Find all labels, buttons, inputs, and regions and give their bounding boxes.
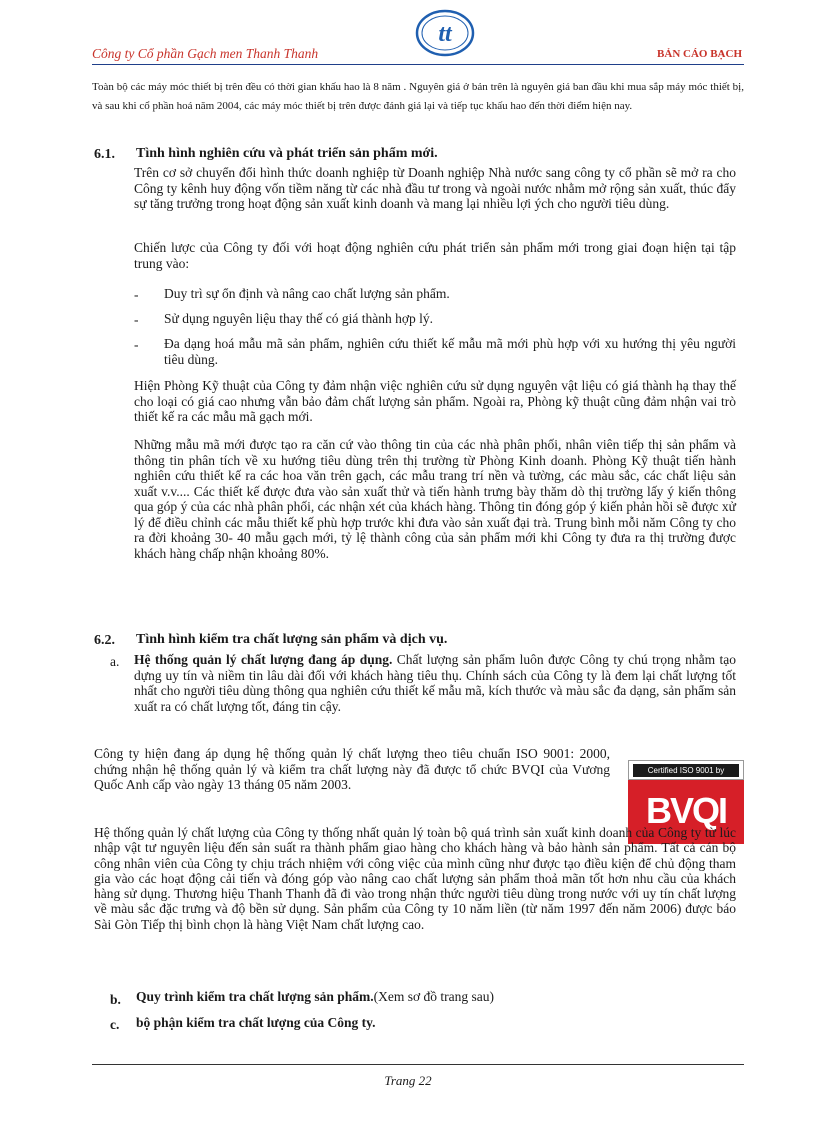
logo-text: tt <box>438 21 452 47</box>
section-6-2-number: 6.2. <box>94 633 115 648</box>
iso-paragraph: Công ty hiện đang áp dụng hệ thống quản lý chất lượng theo tiêu chuẩn ISO 9001: 2000, chứng nhận hệ thống quản lý và kiểm tra chất lượng này đã được tổ chức BVQI của Vương Quốc Anh cấp vào ngày 13 tháng 05 năm 2003. <box>94 746 610 792</box>
bullet-marker: - <box>134 287 139 302</box>
certificate-header <box>628 760 744 780</box>
section-6-2-title: Tình hình kiểm tra chất lượng sản phẩm và dịch vụ. <box>136 632 448 647</box>
company-logo <box>414 8 476 58</box>
bullet-marker: - <box>134 337 139 352</box>
certificate-name: BVQI <box>645 790 726 831</box>
sub-item-b <box>136 989 736 1005</box>
section-6-1-paragraph-2: Chiến lược của Công ty đối với hoạt động nghiên cứu phát triển sản phẩm mới trong giai đoạn hiện tại tập trung vào: <box>134 240 736 271</box>
section-6-1-number: 6.1. <box>94 147 115 162</box>
section-6-1-title: Tình hình nghiên cứu và phát triển sản phẩm mới. <box>136 146 438 161</box>
bullet-item-2: Sử dụng nguyên liệu thay thế có giá thành hợp lý. <box>164 311 434 326</box>
sub-item-a-text: Chất lượng sản phẩm luôn được Công ty chú trọng nhằm tạo dựng uy tín và niềm tin lâu dài đối với khách hàng tiêu thụ. Chính sách của Công ty là đem lại chất lượng tốt nhất cho người tiêu dùng thông qua nghiên cứu thiết kế mẫu mã, kích thước và màu sắc đa dạng, sản phẩm sản xuất ra có chất lượng tốt, đáng tin cậy. <box>134 652 736 714</box>
sub-item-c-title: bộ phận kiểm tra chất lượng của Công ty. <box>136 1015 376 1030</box>
page-header <box>92 8 742 66</box>
sub-item-a-title: Hệ thống quản lý chất lượng đang áp dụng. <box>134 652 393 667</box>
certificate-banner: Certified ISO 9001 by <box>633 764 739 777</box>
sub-item-c-letter: c. <box>110 1017 120 1032</box>
section-6-1-paragraph-1: Trên cơ sở chuyển đổi hình thức doanh nghiệp từ Doanh nghiệp Nhà nước sang công ty cổ phần sẽ mở ra cho Công ty kênh huy động vốn tiềm năng từ các nhà đầu tư trong và ngoài nước nhằm mở rộng sản xuất, thúc đẩy sự tăng trưởng trong hoạt động sản xuất kinh doanh và mang lại nhiều lợi ých cho người tiêu dùng. <box>134 165 736 211</box>
bullet-marker: - <box>134 312 139 327</box>
section-6-1-paragraph-3: Hiện Phòng Kỹ thuật của Công ty đảm nhận việc nghiên cứu sử dụng nguyên vật liệu có giá thành hạ thay thế cho loại có giá cao nhưng vẫn bảo đảm chất lượng sản phẩm. Ngoài ra, Phòng kỹ thuật cũng đảm nhận vai trò thiết kế ra các mẫu mã gạch mới. <box>134 378 736 424</box>
sub-item-a-letter: a. <box>110 654 120 669</box>
bullet-item-3: Đa dạng hoá mẫu mã sản phẩm, nghiên cứu thiết kế mẫu mã mới phù hợp với xu hướng thị yêu người tiêu dùng. <box>164 336 736 367</box>
company-name: Công ty Cổ phần Gạch men Thanh Thanh <box>92 46 319 61</box>
sub-item-b-title: Quy trình kiểm tra chất lượng sản phẩm. <box>136 989 374 1004</box>
bullet-item-1: Duy trì sự ổn định và nâng cao chất lượng sản phẩm. <box>164 286 450 301</box>
page-number: Trang 22 <box>384 1073 432 1088</box>
quality-system-paragraph: Hệ thống quản lý chất lượng của Công ty thống nhất quản lý toàn bộ quá trình sản xuất kinh doanh của Công ty từ lúc nhập vật tư nguyên liệu đến sản suất ra thành phẩm giao hàng cho khách hàng và bảo hành sản phẩm. Tất cả cán bộ công nhân viên của Công ty chịu trách nhiệm với công việc của mình cũng như được tạo điều kiện để chủ động tham gia vào các hoạt động cải tiến và đóng góp vào nâng cao chất lượng sản phẩm thoả mãn tốt hơn nhu cầu của khách hàng sử dụng. Thương hiệu Thanh Thanh đã đi vào trong nhận thức người tiêu dùng trong nước với uy tín chất lượng về màu sắc đặc trưng và độ bền sử dụng. Sản phẩm của Công ty 10 năm liền (từ năm 1997 đến năm 2006) được báo Sài Gòn Tiếp thị bình chọn là hàng Việt Nam chất lượng cao. <box>94 825 736 932</box>
intro-paragraph: Toàn bộ các máy móc thiết bị trên đều có thời gian khấu hao là 8 năm . Nguyên giá ở bản trên là nguyên giá ban đầu khi mua sắp máy móc thiết bị, và sau khi cổ phần hoá năm 2004, các máy móc thiết bị trên được đánh giá lại và tiếp tục khấu hao đến thời điểm hiện nay. <box>92 81 744 112</box>
sub-item-b-text: (Xem sơ đồ trang sau) <box>373 989 494 1004</box>
section-6-1-paragraph-4: Những mẫu mã mới được tạo ra căn cứ vào thông tin của các nhà phân phối, nhân viên tiếp thị sản phẩm và thông tin phân tích về xu hướng tiêu dùng trên thị trường từ Phòng Kinh doanh. Phòng Kỹ thuật tiến hành nghiên cứu thiết kế ra các hoa văn trên gạch, các mẫu trang trí nền và tường, các màu sắc, các chất liệu sản xuất v.v.... Các thiết kế được đưa vào sản xuất thử và tiến hành trưng bày thăm dò thị trường lấy ý kiến thông qua góp ý của các nhà phân phối, các nhận xét của khách hàng. Thông tin đóng góp ý kiến phản hồi sẽ được xử lý để điều chỉnh các mẫu thiết kế phù hợp trước khi đưa vào sản xuất đại trà. Trung bình mỗi năm Công ty cho ra đời khoảng 30- 40 mẫu gạch mới, tỷ lệ thành công của sản phẩm mới khi Công ty đưa ra thị trường được khách hàng chấp nhận khoảng 80%. <box>134 437 736 561</box>
sub-item-b-letter: b. <box>110 992 121 1007</box>
sub-item-c <box>136 1015 736 1031</box>
document-title: BẢN CÁO BẠCH <box>657 48 742 60</box>
header-divider <box>92 64 744 65</box>
footer-divider <box>92 1064 744 1065</box>
sub-item-a <box>134 652 736 714</box>
